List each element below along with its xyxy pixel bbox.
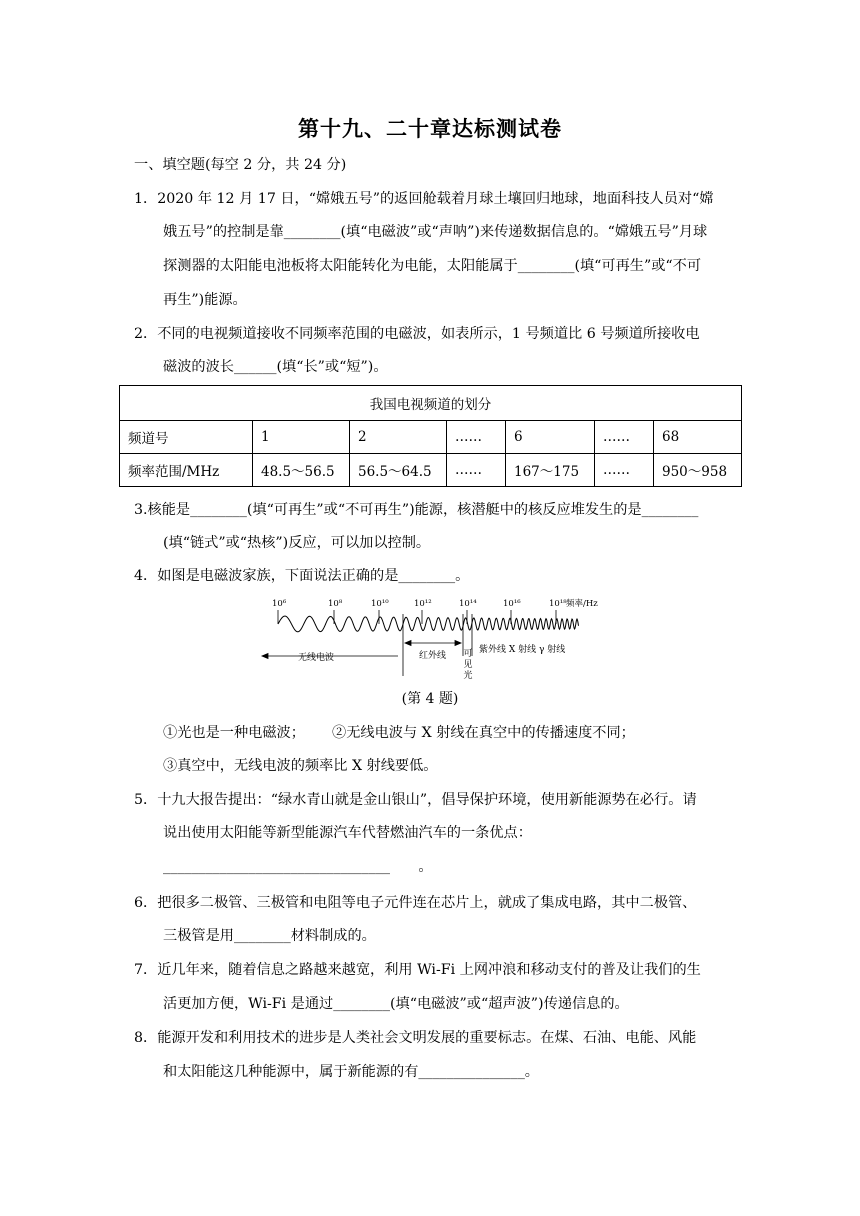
question-6-line-2: 三极管是用________材料制成的。 — [163, 928, 376, 944]
table-cell: …… — [595, 454, 654, 487]
question-8-line-1: 8．能源开发和利用技术的进步是人类社会文明发展的重要标志。在煤、石油、电能、风能 — [134, 1030, 697, 1046]
page-title: 第十九、二十章达标测试卷 — [298, 117, 562, 141]
infrared-label: 红外线 — [419, 651, 447, 661]
table-cell: 频道号 — [120, 421, 253, 454]
section-heading: 一、填空题(每空 2 分，共 24 分) — [134, 157, 347, 173]
table-cell: 频率范围/MHz — [120, 454, 253, 487]
tv-channel-table — [119, 385, 742, 487]
visible-light-label-2: 见 — [463, 660, 473, 670]
tick-label: 10¹⁸ — [549, 599, 567, 609]
question-3-line-1: 3.核能是________(填“可再生”或“不可再生”)能源，核潜艇中的核反应堆发生的是________ — [134, 502, 699, 518]
question-2-line-1: 2．不同的电视频道接收不同频率范围的电磁波，如表所示，1 号频道比 6 号频道所接收电 — [134, 326, 700, 342]
question-4-line-1: 4．如图是电磁波家族，下面说法正确的是________。 — [134, 568, 470, 584]
question-5-line-2: 说出使用太阳能等新型能源汽车代替燃油汽车的一条优点： — [163, 825, 532, 841]
tick-label: 10¹⁶ — [503, 599, 521, 609]
table-cell: …… — [595, 421, 654, 454]
question-7-line-1: 7．近几年来，随着信息之路越来越宽，利用 Wi-Fi 上网冲浪和移动支付的普及让我们的生 — [134, 962, 701, 978]
tick-label: 10¹⁴ — [459, 599, 477, 609]
option-2: ②无线电波与 X 射线在真空中的传播速度不同； — [332, 725, 635, 741]
tick-label: 10⁸ — [328, 599, 343, 609]
em-spectrum-figure — [258, 594, 618, 686]
table-cell: 56.5～64.5 — [350, 454, 447, 487]
table-cell: 68 — [654, 421, 742, 454]
uv-xray-gamma-label: 紫外线 X 射线 γ 射线 — [479, 645, 566, 655]
question-1-line-3: 探测器的太阳能电池板将太阳能转化为电能，太阳能属于________(填“可再生”或“不可 — [163, 258, 702, 274]
visible-light-label-3: 光 — [463, 671, 473, 681]
option-1: ①光也是一种电磁波； — [163, 725, 305, 741]
tick-label: 10¹⁰ — [371, 599, 389, 609]
question-5-line-1: 5．十九大报告提出：“绿水青山就是金山银山”，倡导保护环境，使用新能源势在必行。请 — [134, 792, 697, 808]
question-6-line-1: 6．把很多二极管、三极管和电阻等电子元件连在芯片上，就成了集成电路，其中二极管、 — [134, 895, 697, 911]
question-7-line-2: 活更加方便，Wi-Fi 是通过________(填“电磁波”或“超声波”)传递信息的。 — [163, 996, 629, 1012]
table-cell: 1 — [253, 421, 350, 454]
question-8-line-2: 和太阳能这几种能源中，属于新能源的有_______________。 — [163, 1064, 539, 1080]
question-1-line-1: 1．2020 年 12 月 17 日，“嫦娥五号”的返回舱载着月球土壤回归地球，地面科技人员对“嫦 — [134, 191, 714, 207]
table-cell: 48.5～56.5 — [253, 454, 350, 487]
table-row — [120, 454, 742, 487]
wave-curve — [278, 616, 579, 632]
question-1-line-2: 娥五号”的控制是靠________(填“电磁波”或“声呐”)来传递数据信息的。“嫦娥五号”月球 — [163, 224, 708, 240]
question-2-line-2: 磁波的波长______(填“长”或“短”)。 — [163, 359, 388, 375]
table-cell: 950～958 — [654, 454, 742, 487]
table-cell: 2 — [350, 421, 447, 454]
visible-light-label-1: 可 — [463, 649, 473, 659]
question-3-line-2: (填“链式”或“热核”)反应，可以加以控制。 — [163, 535, 431, 551]
tick-label: 10⁶ — [272, 599, 287, 609]
question-1-line-4: 再生”)能源。 — [163, 292, 247, 308]
table-caption: 我国电视频道的划分 — [120, 386, 742, 421]
figure-caption: (第 4 题) — [401, 691, 459, 707]
axis-label: 频率/Hz — [566, 599, 598, 609]
question-5-answer-blank: ________________________________ 。 — [163, 859, 433, 875]
radio-wave-label: 无线电波 — [298, 653, 335, 663]
table-cell: …… — [447, 454, 506, 487]
table-cell: 167～175 — [506, 454, 595, 487]
table-row — [120, 421, 742, 454]
table-cell: …… — [447, 421, 506, 454]
table-cell: 6 — [506, 421, 595, 454]
tick-label: 10¹² — [414, 599, 432, 609]
option-3: ③真空中，无线电波的频率比 X 射线要低。 — [163, 758, 438, 774]
